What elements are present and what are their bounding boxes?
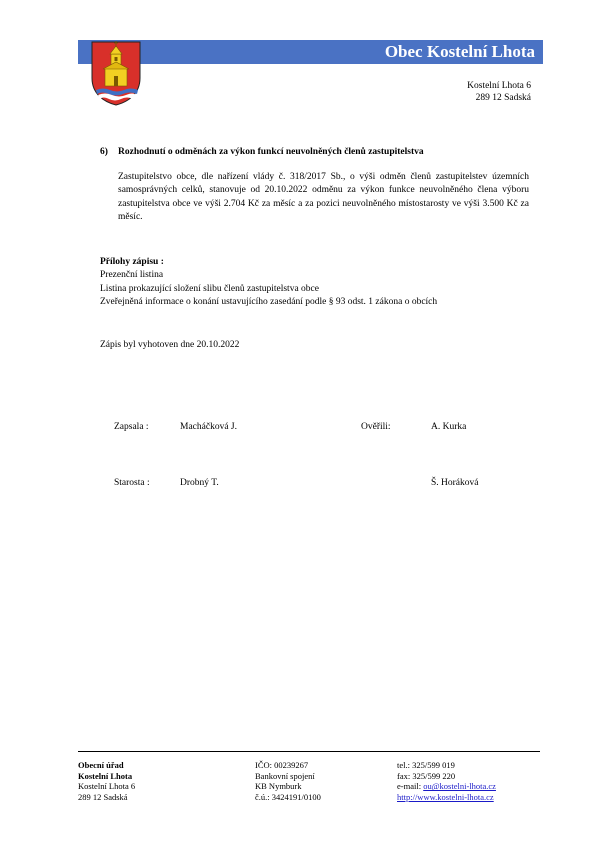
village-crest-church-icon [90, 40, 142, 106]
footer-fax: fax: 325/599 220 [397, 770, 456, 781]
email-link[interactable]: ou@kostelni-lhota.cz [423, 781, 496, 792]
footer-email-row [397, 781, 496, 792]
mayor-label: Starosta : [114, 478, 150, 488]
attachment-item: Prezenční listina [100, 270, 164, 281]
section-heading [100, 147, 424, 157]
section-number: 6) [100, 147, 108, 157]
verifier-name: A. Kurka [431, 422, 467, 432]
attachments-title: Přílohy zápisu : [100, 257, 164, 267]
footer-tel: tel.: 325/599 019 [397, 760, 455, 770]
footer-bank [255, 760, 321, 802]
footer-ico: IČO: 00239267 [255, 760, 309, 770]
footer-office-street: Kostelní Lhota 6 [78, 781, 136, 792]
footer-account: č.ú.: 3424191/0100 [255, 791, 321, 802]
municipality-title: Obec Kostelní Lhota [384, 42, 535, 61]
footer-bank-name: KB Nymburk [255, 781, 302, 792]
footer-office [78, 760, 135, 802]
address-line: Kostelní Lhota 6 [467, 81, 531, 91]
address-line: 289 12 Sadská [475, 93, 531, 103]
verified-by-label: Ověřili: [361, 422, 391, 432]
section-title: Rozhodnutí o odměnách za výkon funkcí neuvolněných členů zastupitelstva [118, 147, 424, 157]
attachment-item: Listina prokazující složení slibu členů zastupitelstva obce [100, 283, 319, 294]
footer-divider [78, 751, 540, 752]
verifier-name: Š. Horáková [431, 478, 479, 488]
website-link[interactable]: http://www.kostelni-lhota.cz [397, 791, 494, 802]
attachment-item: Zveřejněná informace o konání ustavujícího zasedání podle § 93 odst. 1 zákona o obcích [100, 297, 438, 308]
office-address [467, 80, 531, 104]
mayor-name: Drobný T. [180, 478, 219, 488]
footer-email-label: e-mail: [397, 781, 424, 792]
footer-contact [397, 760, 496, 802]
footer-office-name: Obecní úřad [78, 760, 124, 770]
record-date: Zápis byl vyhotoven dne 20.10.2022 [100, 340, 240, 350]
header-bar [78, 40, 543, 64]
recorded-by-label: Zapsala : [114, 422, 149, 432]
recorded-by-name: Macháčková J. [180, 422, 237, 432]
attachments-list [100, 256, 437, 310]
footer-office-zip: 289 12 Sadská [78, 791, 128, 802]
footer-office-village: Kostelní Lhota [78, 770, 133, 781]
footer-bank-label: Bankovní spojení [255, 770, 315, 781]
resolution-paragraph: Zastupitelstvo obce, dle nařízení vlády č. 318/2017 Sb., o výši odměn členů zastupitelstev územních samosprávných celků, stanovuje od 20.10.2022 odměnu za výkon funkce neuvolněného člena výboru zastupitelstva obce ve výši 2.704 Kč za měsíc a za pozici neuvolněného místostarosty ve výši 3.500 Kč za měsíc. [118, 172, 529, 223]
